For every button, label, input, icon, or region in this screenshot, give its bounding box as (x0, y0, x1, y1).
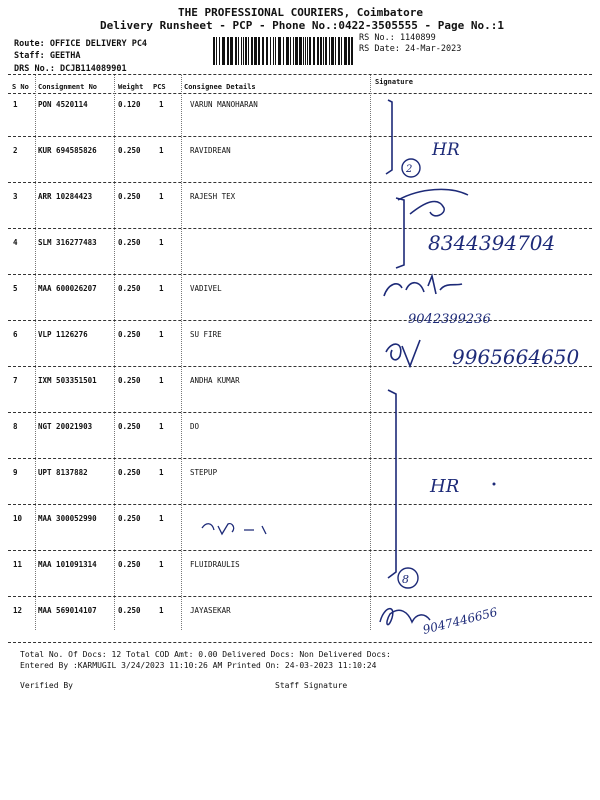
rs-date: RS Date: 24-Mar-2023 (359, 44, 462, 54)
handwritten-phone-3: 9965664650 (452, 345, 580, 369)
barcode-bar (335, 37, 336, 65)
row-8-consignment: NGT 20021903 (38, 422, 93, 431)
barcode-bar (317, 37, 319, 65)
entered-by-line: Entered By :KARMUGIL 3/24/2023 11:10:26 AM Printed On: 24-03-2023 11:10:24 (20, 661, 377, 670)
row-1-pcs: 1 (159, 100, 164, 109)
barcode-bar (266, 37, 268, 65)
barcode-bar (341, 37, 342, 65)
barcode-bar (273, 37, 274, 65)
barcode-bar (338, 37, 340, 65)
row-separator (8, 458, 592, 459)
hr-initials-2: HR (430, 476, 460, 497)
barcode-bar (295, 37, 298, 65)
barcode-bar (348, 37, 350, 65)
row-6-consignee: SU FIRE (190, 330, 222, 339)
barcode-bar (323, 37, 324, 65)
row-2-consignee: RAVIDREAN (190, 146, 231, 155)
verified-by-label: Verified By (20, 681, 73, 690)
row-12-consignee: JAYASEKAR (190, 606, 231, 615)
row-11-weight: 0.250 (118, 560, 141, 569)
row-12-pcs: 1 (159, 606, 164, 615)
column-divider (181, 75, 182, 630)
barcode-bar (275, 37, 276, 65)
barcode-bar (213, 37, 215, 65)
row-12-consignment: MAA 569014107 (38, 606, 97, 615)
barcode-bar (238, 37, 239, 65)
barcode-bar (351, 37, 353, 65)
row-separator (8, 182, 592, 183)
barcode-bar (245, 37, 247, 65)
barcode-bar (307, 37, 308, 65)
row-7-consignment: IXM 503351501 (38, 376, 97, 385)
row-separator (8, 228, 592, 229)
barcode-bar (309, 37, 311, 65)
row-2-weight: 0.250 (118, 146, 141, 155)
column-divider (35, 75, 36, 630)
barcode-bar (290, 37, 291, 65)
hr-initials: HR (432, 140, 460, 160)
row-7-weight: 0.250 (118, 376, 141, 385)
row-separator (8, 136, 592, 137)
barcode-bar (313, 37, 315, 65)
barcode-bar (270, 37, 271, 65)
row-2-sno: 2 (13, 146, 18, 155)
row-11-consignee: FLUIDRAULIS (190, 560, 240, 569)
row-2-consignment: KUR 694585826 (38, 146, 97, 155)
totals-line: Total No. Of Docs: 12 Total COD Amt: 0.00 Delivered Docs: Non Delivered Docs: (20, 650, 391, 659)
barcode-bar (216, 37, 217, 65)
barcode-bar (241, 37, 242, 65)
col-header-pcs: PCS (153, 83, 166, 91)
barcode-bar (325, 37, 327, 65)
runsheet-subtitle: Delivery Runsheet - PCP - Phone No.:0422-3505555 - Page No.:1 (100, 19, 504, 32)
row-9-consignment: UPT 8137882 (38, 468, 88, 477)
barcode-bar (299, 37, 302, 65)
barcode-bar (243, 37, 244, 65)
drs-number: DRS No.: DCJB114089901 (14, 64, 127, 74)
column-divider (114, 75, 115, 630)
row-5-weight: 0.250 (118, 284, 141, 293)
row-7-sno: 7 (13, 376, 18, 385)
row-3-pcs: 1 (159, 192, 164, 201)
row-12-weight: 0.250 (118, 606, 141, 615)
column-divider (370, 75, 371, 630)
barcode-bar (305, 37, 306, 65)
row-10-sno: 10 (13, 514, 23, 523)
barcode-bar (248, 37, 249, 65)
barcode-bar (278, 37, 281, 65)
row-separator (8, 504, 592, 505)
row-5-consignee: VADIVEL (190, 284, 222, 293)
barcode-bar (227, 37, 229, 65)
barcode-bar (286, 37, 289, 65)
header-top-rule (8, 74, 592, 75)
barcode-bar (329, 37, 330, 65)
row-9-pcs: 1 (159, 468, 164, 477)
route-label: Route: OFFICE DELIVERY PC4 (14, 39, 148, 49)
col-header-consignee: Consignee Details (184, 83, 256, 91)
row-2-pcs: 1 (159, 146, 164, 155)
row-6-sno: 6 (13, 330, 18, 339)
staff-label: Staff: GEETHA (14, 51, 81, 61)
row-8-pcs: 1 (159, 422, 164, 431)
barcode-bar (222, 37, 225, 65)
col-header-sno: S No (12, 83, 29, 91)
col-header-consignment: Consignment No (38, 83, 98, 91)
barcode-bar (219, 37, 220, 65)
row-7-consignee: ANDHA KUMAR (190, 376, 240, 385)
row-1-consignee: VARUN MANOHARAN (190, 100, 258, 109)
barcode-bar (251, 37, 253, 65)
barcode-bar (293, 37, 294, 65)
row-4-pcs: 1 (159, 238, 164, 247)
row-6-weight: 0.250 (118, 330, 141, 339)
row-11-sno: 11 (13, 560, 23, 569)
row-3-consignee: RAJESH TEX (190, 192, 236, 201)
row-separator (8, 274, 592, 275)
barcode-bar (320, 37, 322, 65)
barcode-bar (262, 37, 264, 65)
row-6-consignment: VLP 1126276 (38, 330, 88, 339)
row-separator (8, 366, 592, 367)
barcode-bar (258, 37, 260, 65)
svg-text:2: 2 (406, 164, 413, 175)
company-title: THE PROFESSIONAL COURIERS, Coimbatore (178, 6, 424, 19)
row-separator (8, 412, 592, 413)
rs-number: RS No.: 1140899 (359, 33, 436, 43)
barcode-bar (303, 37, 304, 65)
row-8-sno: 8 (13, 422, 18, 431)
row-6-pcs: 1 (159, 330, 164, 339)
row-10-weight: 0.250 (118, 514, 141, 523)
col-header-signature: Signature (375, 78, 413, 86)
row-3-consignment: ARR 10284423 (38, 192, 93, 201)
staff-signature-label: Staff Signature (275, 681, 348, 690)
row-11-consignment: MAA 101091314 (38, 560, 97, 569)
row-separator (8, 642, 592, 643)
row-5-sno: 5 (13, 284, 18, 293)
row-9-consignee: STEPUP (190, 468, 218, 477)
row-5-pcs: 1 (159, 284, 164, 293)
row-3-weight: 0.250 (118, 192, 141, 201)
header-bottom-rule (8, 93, 592, 94)
row-8-consignee: DO (190, 422, 200, 431)
row-7-pcs: 1 (159, 376, 164, 385)
row-1-sno: 1 (13, 100, 18, 109)
svg-text:8: 8 (402, 573, 409, 586)
row-9-weight: 0.250 (118, 468, 141, 477)
row-12-sno: 12 (13, 606, 23, 615)
row-10-consignment: MAA 300052990 (38, 514, 97, 523)
row-4-weight: 0.250 (118, 238, 141, 247)
row-5-consignment: MAA 600026207 (38, 284, 97, 293)
barcode-bar (230, 37, 233, 65)
barcode-image (213, 37, 353, 65)
col-header-weight: Weight (118, 83, 144, 91)
row-1-consignment: PON 4520114 (38, 100, 88, 109)
handwritten-phone-1: 8344394704 (428, 231, 556, 255)
row-separator (8, 550, 592, 551)
row-separator (8, 596, 592, 597)
row-11-pcs: 1 (159, 560, 164, 569)
barcode-bar (344, 37, 347, 65)
barcode-bar (331, 37, 334, 65)
row-4-sno: 4 (13, 238, 18, 247)
handwritten-phone-2: 9042399236 (408, 312, 491, 327)
row-9-sno: 9 (13, 468, 18, 477)
barcode-bar (283, 37, 284, 65)
row-3-sno: 3 (13, 192, 18, 201)
barcode-bar (254, 37, 257, 65)
barcode-bar (235, 37, 237, 65)
row-10-pcs: 1 (159, 514, 164, 523)
row-separator (8, 320, 592, 321)
handwritten-phone-4: 9047446656 (421, 604, 499, 637)
row-4-consignment: SLM 316277483 (38, 238, 97, 247)
row-1-weight: 0.120 (118, 100, 141, 109)
row-8-weight: 0.250 (118, 422, 141, 431)
